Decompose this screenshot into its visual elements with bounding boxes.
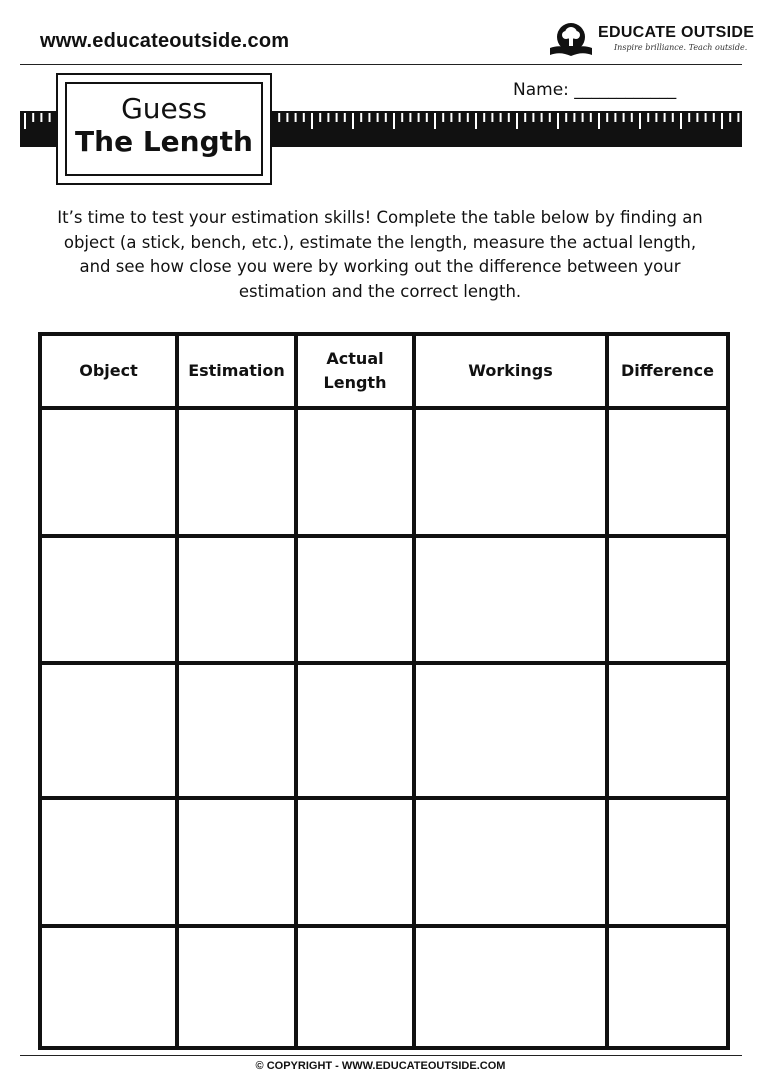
cell-workings[interactable] <box>414 536 607 663</box>
title-line-guess: Guess <box>121 92 207 125</box>
ruler-tick <box>631 113 633 122</box>
ruler-tick <box>672 113 674 122</box>
instructions-text: It’s time to test your estimation skills! Complete the table below by finding an object (a stick, bench, etc.), estimate the length, measure the actual length, and see how close you were by working out the difference between your estimation and the correct length. <box>57 208 703 301</box>
ruler-tick <box>713 113 715 122</box>
column-header-estimation <box>177 334 296 408</box>
header-text: Workings <box>468 361 553 380</box>
column-header-actual-length <box>296 334 414 408</box>
name-field[interactable] <box>511 80 678 100</box>
header-text: Actual <box>326 349 384 368</box>
ruler-tick <box>680 113 682 129</box>
ruler-tick <box>664 113 666 122</box>
cell-difference[interactable] <box>607 798 728 926</box>
ruler-tick <box>295 113 297 122</box>
table-row <box>40 536 728 663</box>
cell-estimation[interactable] <box>177 663 296 798</box>
ruler-tick <box>705 113 707 122</box>
header-text: Object <box>79 361 138 380</box>
estimation-table <box>38 332 726 1046</box>
ruler-tick <box>352 113 354 129</box>
table-row <box>40 798 728 926</box>
ruler-tick <box>32 113 34 122</box>
name-label: Name: <box>513 80 569 100</box>
ruler-tick <box>483 113 485 122</box>
ruler-tick <box>475 113 477 129</box>
cell-estimation[interactable] <box>177 408 296 536</box>
footer-divider <box>20 1055 742 1056</box>
site-url: www.educateoutside.com <box>40 30 290 52</box>
cell-object[interactable] <box>40 408 177 536</box>
ruler-tick <box>541 113 543 122</box>
ruler-tick <box>303 113 305 122</box>
logo-tagline: Inspire brilliance. Teach outside. <box>614 43 748 52</box>
ruler-tick <box>491 113 493 122</box>
header-text: Estimation <box>188 361 285 380</box>
ruler-tick <box>467 113 469 122</box>
column-header-difference <box>607 334 728 408</box>
ruler-tick <box>311 113 313 129</box>
ruler-tick <box>434 113 436 129</box>
cell-object[interactable] <box>40 536 177 663</box>
ruler-tick <box>590 113 592 122</box>
table-row <box>40 663 728 798</box>
cell-difference[interactable] <box>607 536 728 663</box>
ruler-tick <box>508 113 510 122</box>
ruler-tick <box>639 113 641 129</box>
ruler-tick <box>524 113 526 122</box>
ruler-tick <box>418 113 420 122</box>
name-blank: ____________ <box>574 80 677 100</box>
ruler-tick <box>336 113 338 122</box>
ruler-tick <box>286 113 288 122</box>
ruler-tick <box>401 113 403 122</box>
ruler-tick <box>327 113 329 122</box>
ruler-tick <box>565 113 567 122</box>
ruler-tick <box>606 113 608 122</box>
logo-text: EDUCATE OUTSIDE <box>598 24 755 41</box>
ruler-tick <box>409 113 411 122</box>
cell-object[interactable] <box>40 926 177 1048</box>
ruler-tick <box>459 113 461 122</box>
table-row <box>40 926 728 1048</box>
ruler-tick <box>582 113 584 122</box>
cell-difference[interactable] <box>607 663 728 798</box>
cell-estimation[interactable] <box>177 926 296 1048</box>
ruler-tick <box>647 113 649 122</box>
table-header-row <box>40 334 728 408</box>
ruler-tick <box>24 113 26 129</box>
ruler-tick <box>344 113 346 122</box>
cell-difference[interactable] <box>607 926 728 1048</box>
ruler-tick <box>557 113 559 129</box>
ruler-tick <box>516 113 518 129</box>
ruler-tick <box>426 113 428 122</box>
book-tree-icon <box>548 22 594 58</box>
ruler-tick <box>688 113 690 122</box>
cell-estimation[interactable] <box>177 798 296 926</box>
cell-object[interactable] <box>40 798 177 926</box>
cell-actual-length[interactable] <box>296 926 414 1048</box>
cell-actual-length[interactable] <box>296 536 414 663</box>
title-inner-frame <box>65 82 263 176</box>
table-row <box>40 408 728 536</box>
column-header-object <box>40 334 177 408</box>
ruler-tick <box>532 113 534 122</box>
header-text-line2: Length <box>323 373 387 392</box>
ruler-tick <box>598 113 600 129</box>
ruler-tick <box>49 113 51 122</box>
ruler-tick <box>729 113 731 122</box>
cell-actual-length[interactable] <box>296 798 414 926</box>
ruler-tick <box>377 113 379 122</box>
cell-object[interactable] <box>40 663 177 798</box>
ruler-tick <box>442 113 444 122</box>
title-box <box>56 73 272 185</box>
column-header-workings <box>414 334 607 408</box>
top-divider <box>20 64 742 65</box>
ruler-tick <box>40 113 42 122</box>
ruler-tick <box>500 113 502 122</box>
cell-workings[interactable] <box>414 408 607 536</box>
ruler-tick <box>393 113 395 129</box>
footer-copyright: © COPYRIGHT - WWW.EDUCATEOUTSIDE.COM <box>255 1060 506 1072</box>
header-text: Difference <box>620 361 715 380</box>
cell-difference[interactable] <box>607 408 728 536</box>
cell-workings[interactable] <box>414 663 607 798</box>
brand-logo <box>548 22 755 58</box>
ruler-tick <box>655 113 657 122</box>
ruler-tick <box>614 113 616 122</box>
ruler-tick <box>737 113 739 122</box>
title-line-length: The Length <box>75 125 253 158</box>
ruler-tick <box>360 113 362 122</box>
ruler-tick <box>623 113 625 122</box>
cell-actual-length[interactable] <box>296 663 414 798</box>
cell-actual-length[interactable] <box>296 408 414 536</box>
cell-estimation[interactable] <box>177 536 296 663</box>
ruler-tick <box>278 113 280 122</box>
ruler-tick <box>696 113 698 122</box>
ruler-tick <box>721 113 723 129</box>
ruler-tick <box>573 113 575 122</box>
ruler-tick <box>368 113 370 122</box>
ruler-tick <box>450 113 452 122</box>
ruler-tick <box>319 113 321 122</box>
cell-workings[interactable] <box>414 926 607 1048</box>
cell-workings[interactable] <box>414 798 607 926</box>
ruler-tick <box>549 113 551 122</box>
ruler-tick <box>385 113 387 122</box>
